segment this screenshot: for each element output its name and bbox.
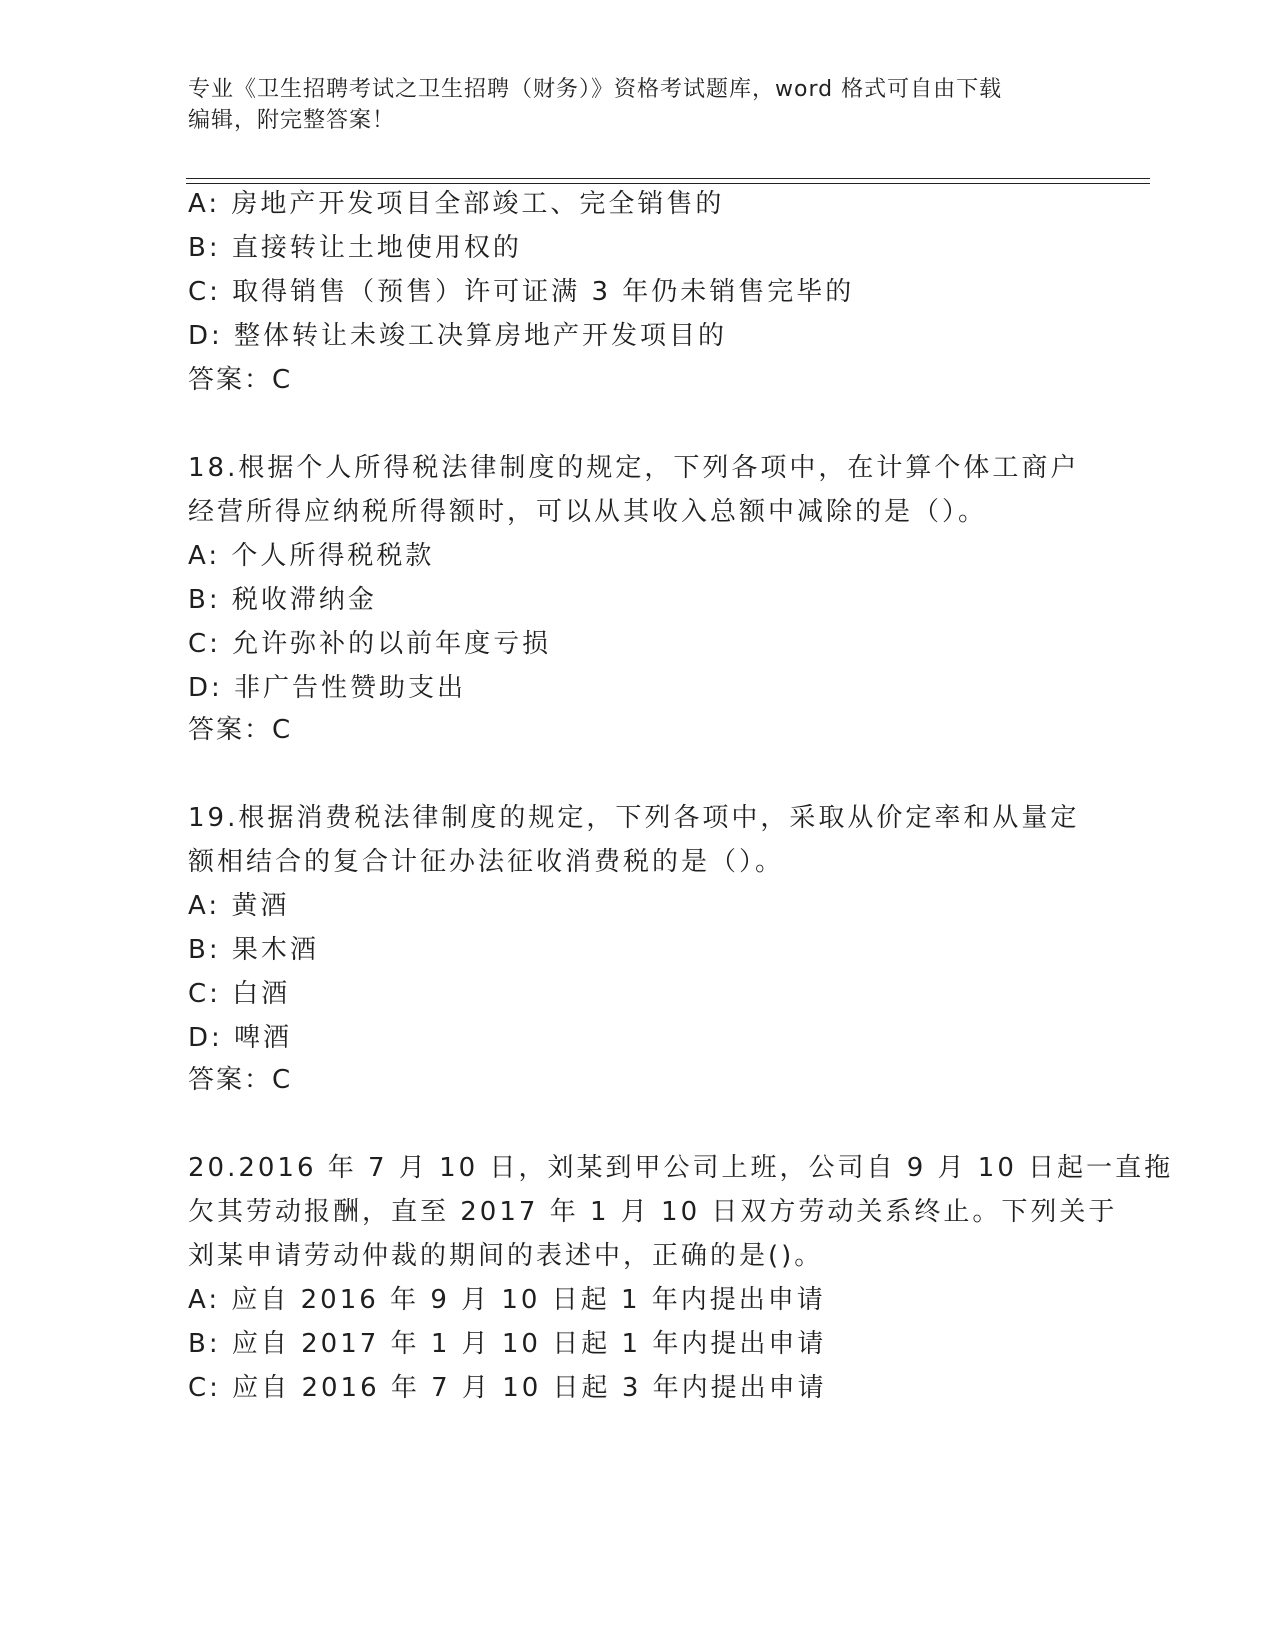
q19-stem-line-1: 19.根据消费税法律制度的规定，下列各项中，采取从价定率和从量定	[188, 803, 1080, 833]
header-line-1: 专业《卫生招聘考试之卫生招聘（财务）》资格考试题库，word 格式可自由下载	[188, 77, 1003, 102]
q20-option-a: A: 应自 2016 年 9 月 10 日起 1 年内提出申请	[188, 1285, 826, 1315]
q18-option-c: C: 允许弥补的以前年度亏损	[188, 629, 552, 659]
q18-stem-line-2: 经营所得应纳税所得额时，可以从其收入总额中减除的是（）。	[188, 497, 988, 527]
q17-option-a: A: 房地产开发项目全部竣工、完全销售的	[188, 189, 725, 219]
q20-stem-line-3: 刘某申请劳动仲裁的期间的表述中，正确的是()。	[188, 1241, 824, 1271]
q17-option-d: D: 整体转让未竣工决算房地产开发项目的	[188, 321, 728, 351]
q18-stem-line-1: 18.根据个人所得税法律制度的规定，下列各项中，在计算个体工商户	[188, 453, 1080, 483]
q19-answer: 答案：C	[188, 1065, 293, 1095]
q19-option-c: C: 白酒	[188, 979, 291, 1009]
q19-option-a: A: 黄酒	[188, 891, 290, 921]
q20-option-c: C: 应自 2016 年 7 月 10 日起 3 年内提出申请	[188, 1373, 827, 1403]
header-line-2: 编辑，附完整答案！	[188, 108, 396, 133]
header-divider-top	[186, 178, 1150, 179]
q18-option-d: D: 非广告性赞助支出	[188, 673, 467, 703]
header-divider-bottom	[186, 183, 1150, 184]
q20-option-b: B: 应自 2017 年 1 月 10 日起 1 年内提出申请	[188, 1329, 827, 1359]
q17-option-b: B: 直接转让土地使用权的	[188, 233, 522, 263]
q19-stem-line-2: 额相结合的复合计征办法征收消费税的是（）。	[188, 847, 785, 877]
q20-stem-line-1: 20.2016 年 7 月 10 日，刘某到甲公司上班，公司自 9 月 10 日起一直拖	[188, 1153, 1174, 1183]
q18-option-a: A: 个人所得税税款	[188, 541, 435, 571]
q19-option-d: D: 啤酒	[188, 1023, 293, 1053]
q18-answer: 答案：C	[188, 715, 293, 745]
q20-stem-line-2: 欠其劳动报酬，直至 2017 年 1 月 10 日双方劳动关系终止。下列关于	[188, 1197, 1118, 1227]
q19-option-b: B: 果木酒	[188, 935, 319, 965]
q17-answer: 答案：C	[188, 365, 293, 395]
document-header	[188, 74, 1078, 136]
q17-option-c: C: 取得销售（预售）许可证满 3 年仍未销售完毕的	[188, 277, 855, 307]
q18-option-b: B: 税收滞纳金	[188, 585, 377, 615]
